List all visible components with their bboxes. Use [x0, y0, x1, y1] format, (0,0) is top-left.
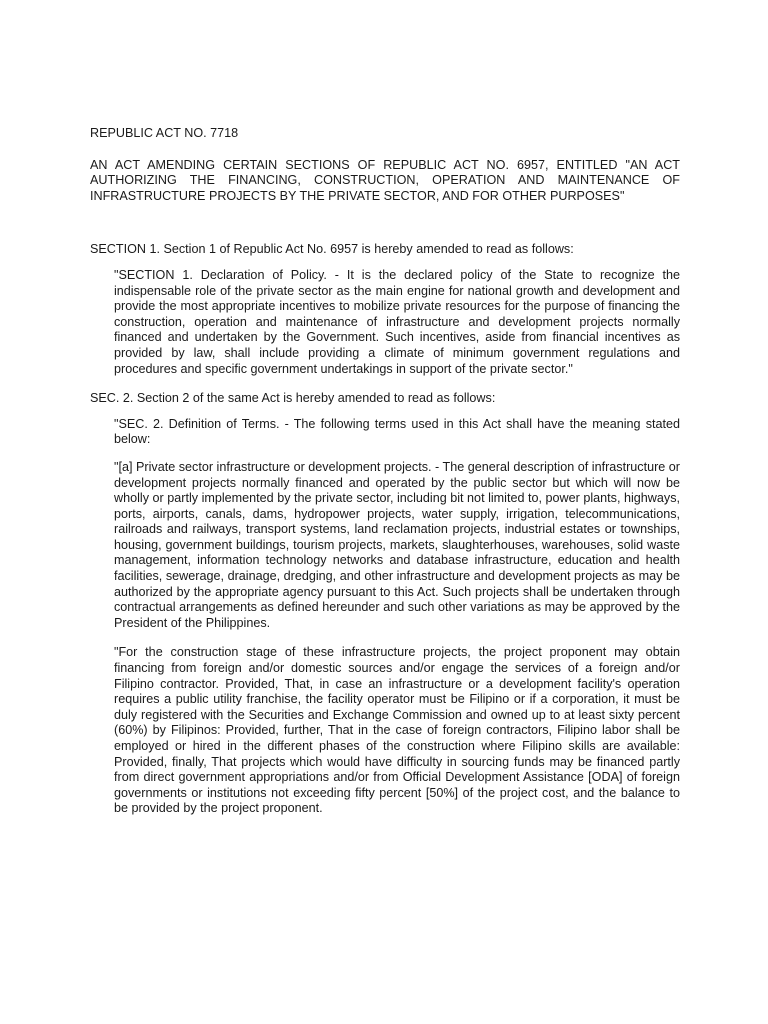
section-2-intro: SEC. 2. Section 2 of the same Act is hereby amended to read as follows: [90, 391, 496, 406]
section-2-text: "SEC. 2. Definition of Terms. - The following terms used in this Act shall have the meaning stated below: [114, 416, 680, 447]
document-title: REPUBLIC ACT NO. 7718 [90, 126, 239, 140]
section-1-intro: SECTION 1. Section 1 of Republic Act No. 6957 is hereby amended to read as follows: [90, 242, 574, 257]
section-2-construction: "For the construction stage of these infrastructure projects, the project proponent may obtain financing from foreign and/or domestic sources and/or engage the services of a foreign and/or Filipino contractor. Provided, That, in case an infrastructure or a development facility's operation requires a public utility franchise, the facility operator must be Filipino or if a corporation, it must be duly registered with the Securities and Exchange Commission and owned up to at least sixty percent (60%) by Filipinos: Provided, further, That in the case of foreign contractors, Filipino labor shall be employed or hired in the different phases of the construction where Filipino skills are available: Provided, finally, That projects which would have difficulty in sourcing funds may be financed partly from direct government appropriations and/or from Official Development Assistance [ODA] of foreign governments or institutions not exceeding fifty percent [50%] of the project cost, and the balance to be provided by the project proponent. [114, 645, 680, 816]
section-1-text: "SECTION 1. Declaration of Policy. - It is the declared policy of the State to recognize the indispensable role of the private sector as the main engine for national growth and development and provide the most appropriate incentives to mobilize private resources for the purpose of financing the construction, operation and maintenance of infrastructure and development projects normally financed and undertaken by the Government. Such incentives, aside from financial incentives as provided by law, shall include providing a climate of minimum government regulations and procedures and specific government undertakings in support of the private sector." [114, 267, 680, 376]
document-page [90, 126, 680, 831]
document-subtitle: AN ACT AMENDING CERTAIN SECTIONS OF REPUBLIC ACT NO. 6957, ENTITLED "AN ACT AUTHORIZING THE FINANCING, CONSTRUCTION, OPERATION AND MAINTENANCE OF INFRASTRUCTURE PROJECTS BY THE PRIVATE SECTOR, AND FOR OTHER PURPOSES" [90, 157, 680, 203]
section-2-a: "[a] Private sector infrastructure or development projects. - The general description of infrastructure or development projects normally financed and operated by the public sector but which will now be wholly or partly implemented by the private sector, including bit not limited to, power plants, highways, ports, airports, canals, dams, hydropower projects, water supply, irrigation, telecommunications, railroads and railways, transport systems, land reclamation projects, industrial estates or townships, housing, government buildings, tourism projects, markets, slaughterhouses, warehouses, solid waste management, information technology networks and database infrastructure, education and health facilities, sewerage, drainage, dredging, and other infrastructure and development projects as may be authorized by the appropriate agency pursuant to this Act. Such projects shall be undertaken through contractual arrangements as defined hereunder and such other variations as may be approved by the President of the Philippines. [114, 459, 680, 630]
